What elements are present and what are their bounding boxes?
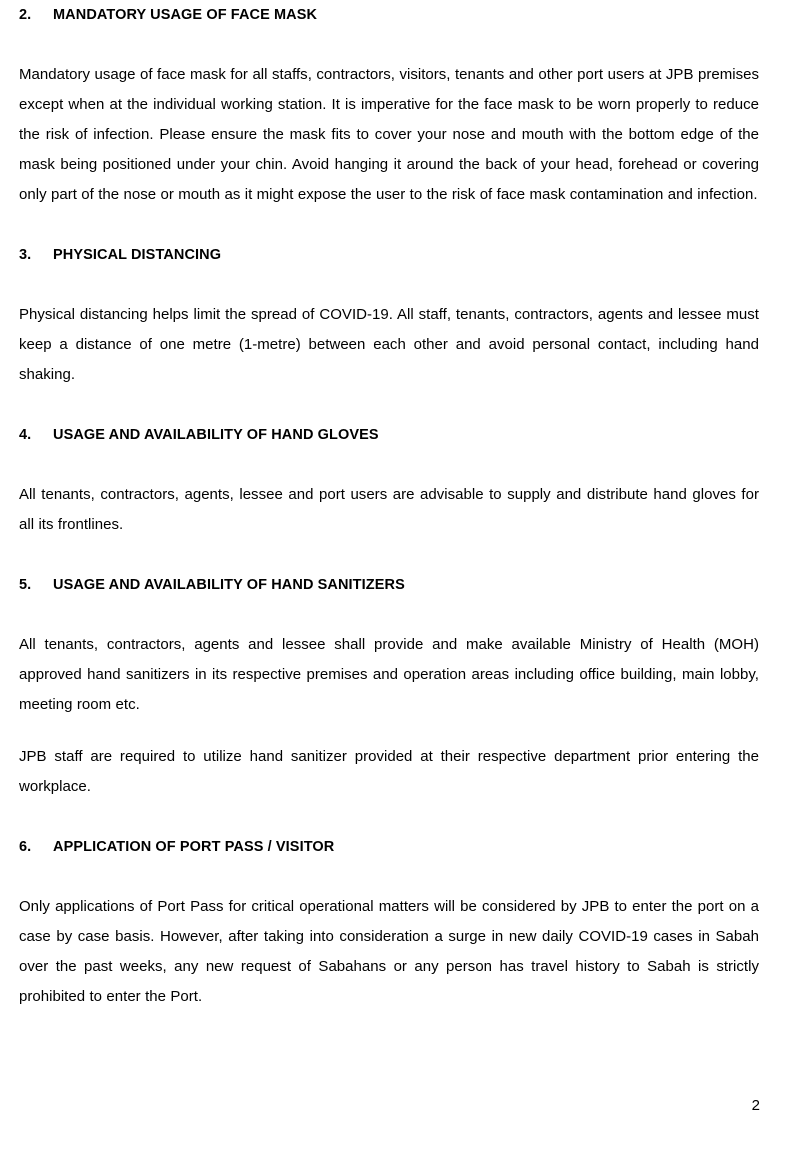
spacer [19, 210, 759, 240]
section-heading-4 [19, 420, 759, 450]
spacer [19, 450, 759, 480]
section-title-5: USAGE AND AVAILABILITY OF HAND SANITIZERS [53, 577, 405, 593]
section-6-paragraph-1: Only applications of Port Pass for critical operational matters will be considered by JPB to enter the port on a case by case basis. However, after taking into consideration a surge in new daily COVID-19 cases in Sabah over the past weeks, any new request of Sabahans or any person has travel history to Sabah is strictly prohibited to enter the Port. [19, 898, 759, 1005]
spacer [19, 390, 759, 420]
section-2-paragraph-1: Mandatory usage of face mask for all staffs, contractors, visitors, tenants and other port users at JPB premises except when at the individual working station. It is imperative for the face mask to be worn properly to reduce the risk of infection. Please ensure the mask fits to cover your nose and mouth with the bottom edge of the mask being positioned under your chin. Avoid hanging it around the back of your head, forehead or covering only part of the nose or mouth as it might expose the user to the risk of face mask contamination and infection. [19, 66, 759, 203]
section-heading-5 [19, 570, 759, 600]
section-heading-2 [19, 0, 759, 30]
section-5-paragraph-2: JPB staff are required to utilize hand sanitizer provided at their respective department prior entering the workplace. [19, 748, 759, 795]
section-3-paragraph-1: Physical distancing helps limit the spread of COVID-19. All staff, tenants, contractors, agents and lessee must keep a distance of one metre (1-metre) between each other and avoid personal contact, including hand shaking. [19, 306, 759, 383]
spacer [19, 802, 759, 832]
spacer [19, 270, 759, 300]
section-4-paragraph-1: All tenants, contractors, agents, lessee and port users are advisable to supply and distribute hand gloves for all its frontlines. [19, 486, 759, 533]
section-title-4: USAGE AND AVAILABILITY OF HAND GLOVES [53, 427, 379, 443]
spacer [19, 862, 759, 892]
section-number-2: 2. [19, 7, 32, 23]
spacer [19, 540, 759, 570]
spacer [19, 720, 759, 742]
spacer [19, 30, 759, 60]
section-title-3: PHYSICAL DISTANCING [53, 247, 222, 263]
section-heading-6 [19, 832, 759, 862]
section-5-paragraph-1: All tenants, contractors, agents and lessee shall provide and make available Ministry of Health (MOH) approved hand sanitizers in its respective premises and operation areas including office building, main lobby, meeting room etc. [19, 636, 759, 713]
section-title-2: MANDATORY USAGE OF FACE MASK [53, 7, 318, 23]
section-heading-3 [19, 240, 759, 270]
document-body [19, 0, 759, 1012]
spacer [19, 600, 759, 630]
section-number-4: 4. [19, 427, 32, 443]
section-number-3: 3. [19, 247, 32, 263]
section-number-6: 6. [19, 839, 32, 855]
page-number: 2 [751, 1097, 760, 1114]
section-number-5: 5. [19, 577, 32, 593]
section-title-6: APPLICATION OF PORT PASS / VISITOR [53, 839, 335, 855]
